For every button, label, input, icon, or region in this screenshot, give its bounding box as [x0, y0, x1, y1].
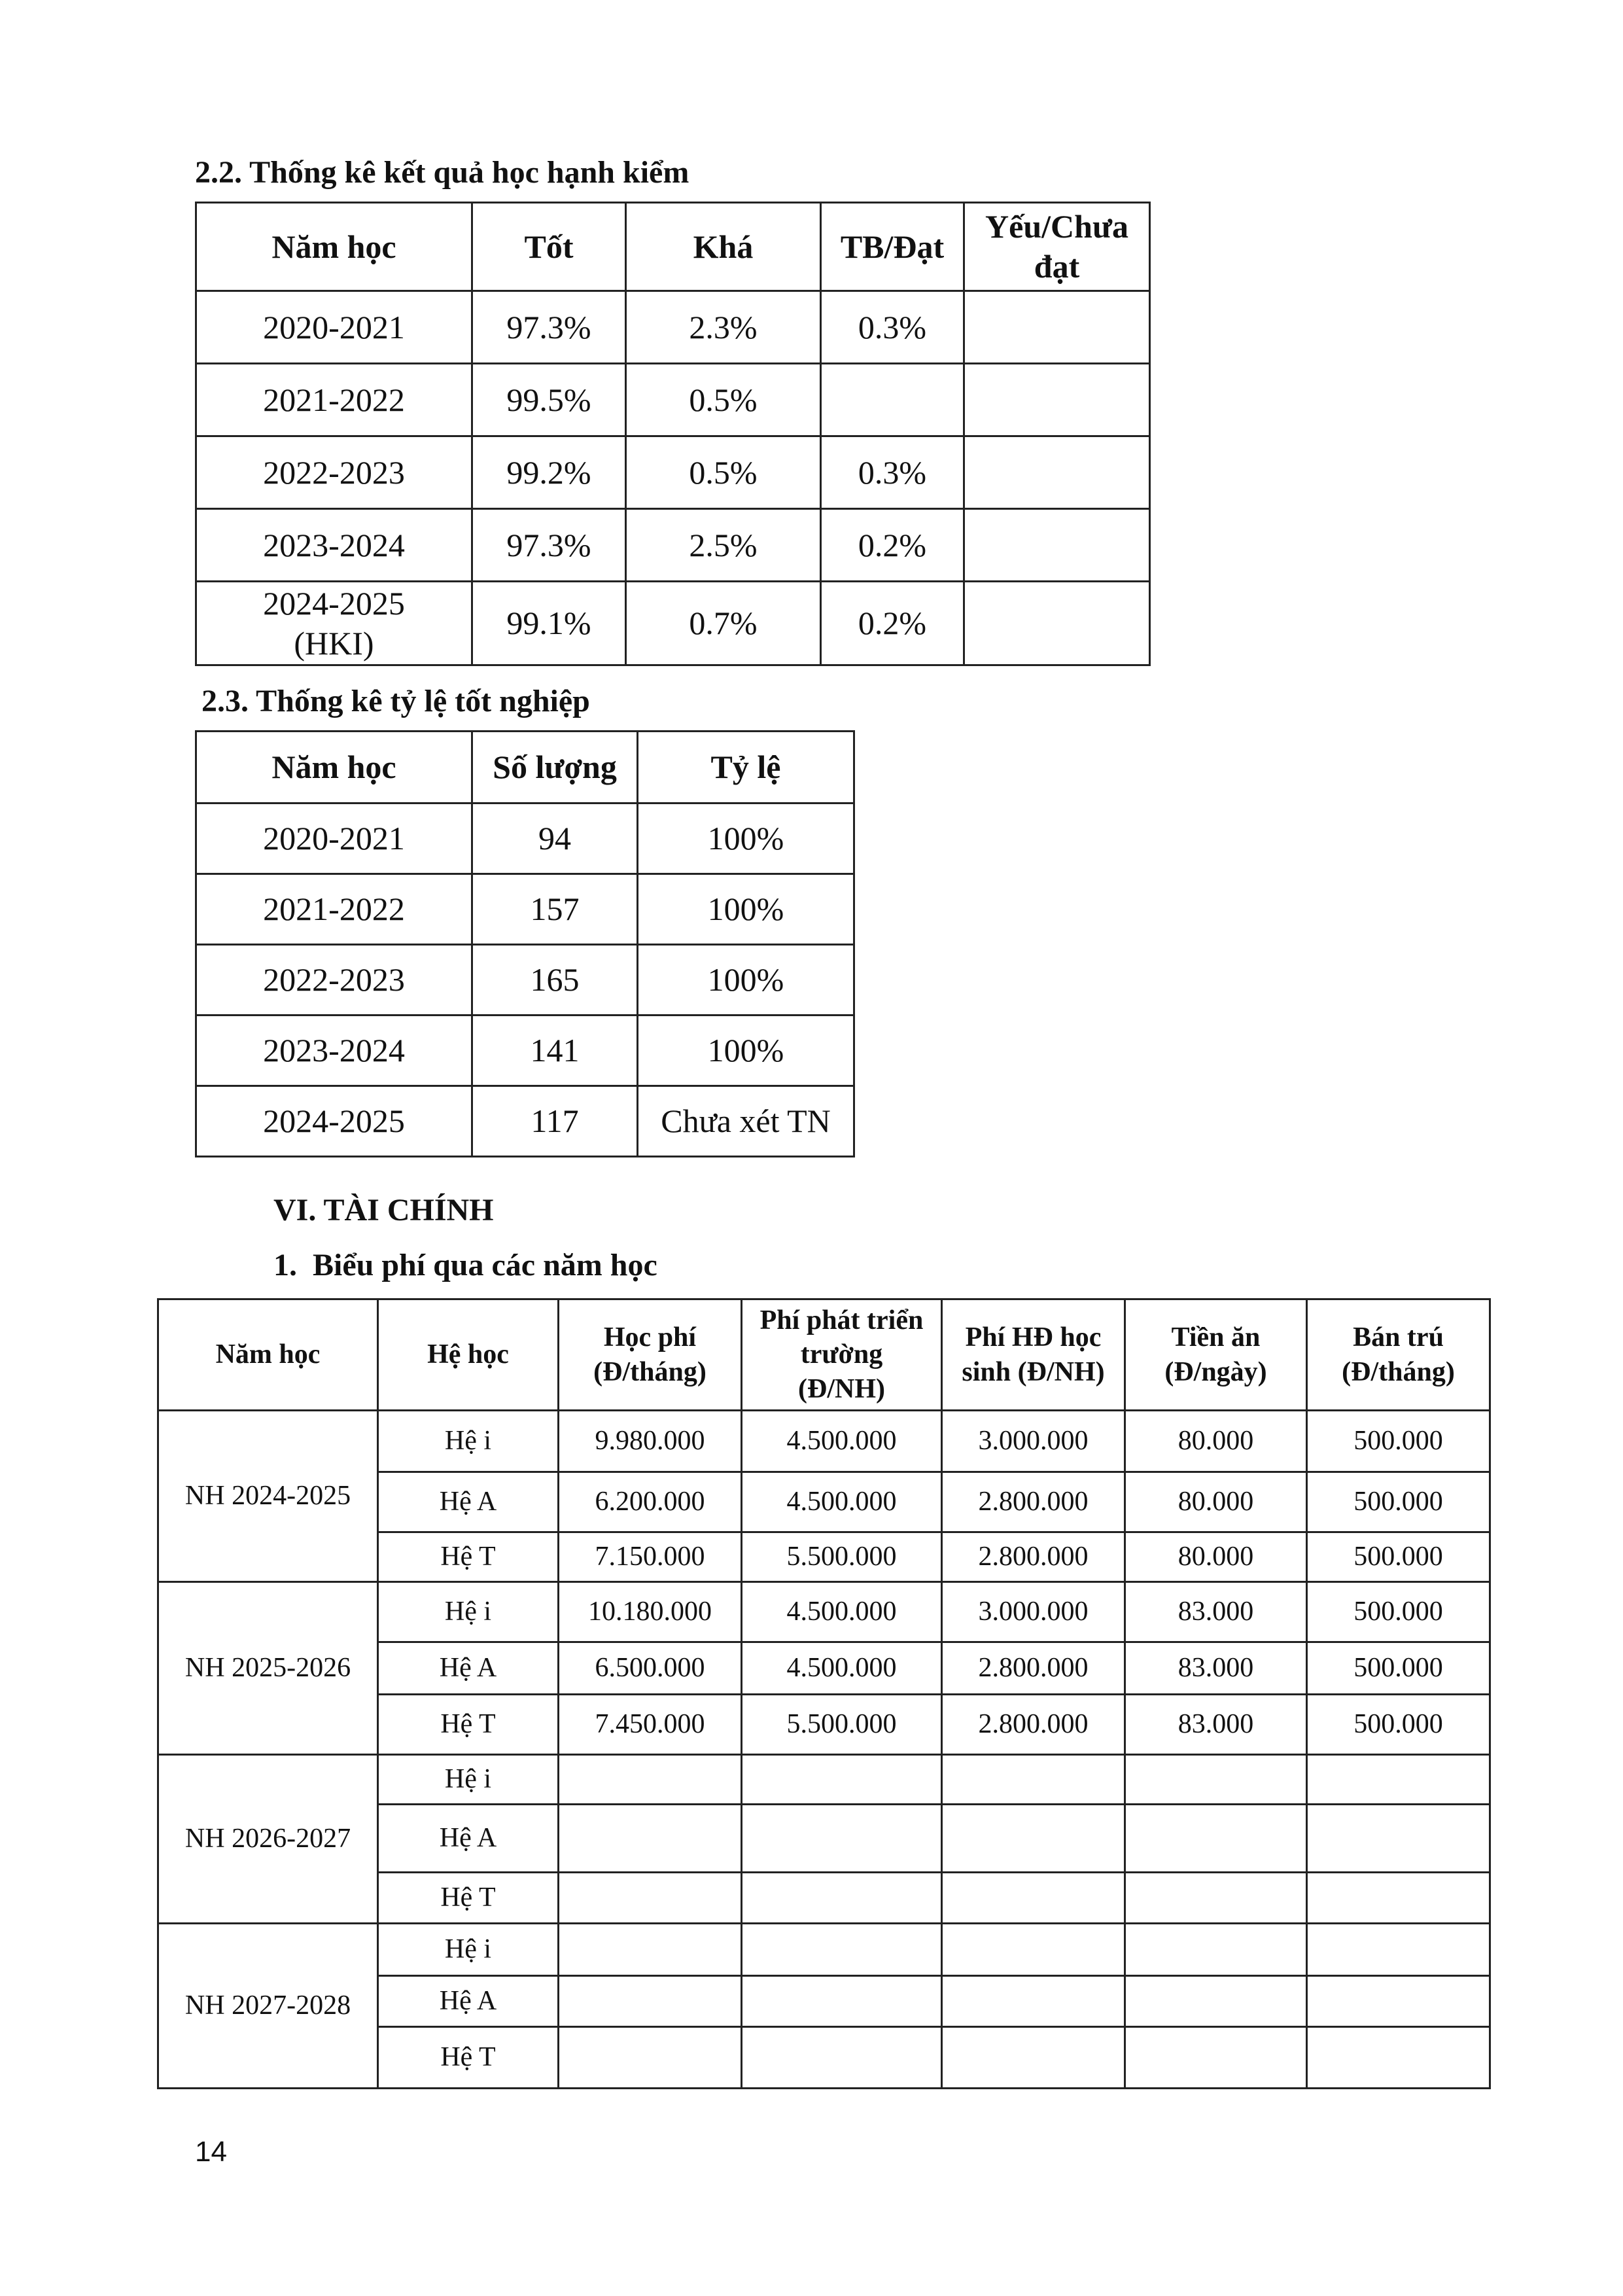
value-cell: 100%	[638, 1016, 854, 1086]
fee-cell	[559, 1873, 742, 1924]
conduct-header-average: TB/Đạt	[821, 203, 964, 291]
value-cell	[821, 364, 964, 436]
fee-cell	[742, 1924, 942, 1976]
fee-cell	[742, 1976, 942, 2027]
value-cell: 0.5%	[626, 364, 821, 436]
fee-cell	[742, 1805, 942, 1873]
fee-cell: 6.200.000	[559, 1472, 742, 1532]
year-cell: 2020-2021	[196, 804, 472, 874]
fee-cell: 2.800.000	[942, 1695, 1125, 1755]
fee-cell: 5.500.000	[742, 1695, 942, 1755]
school-year-cell: NH 2026-2027	[158, 1755, 378, 1924]
fee-header-program: Hệ học	[378, 1299, 559, 1411]
fee-cell	[942, 1924, 1125, 1976]
fee-cell	[1125, 1873, 1307, 1924]
fee-table	[157, 1298, 1491, 2089]
value-cell: 100%	[638, 804, 854, 874]
value-cell: 99.1%	[472, 582, 626, 665]
year-cell: 2022-2023	[196, 945, 472, 1016]
fee-cell: 9.980.000	[559, 1411, 742, 1472]
year-cell: 2024-2025	[196, 1086, 472, 1157]
fee-cell: 80.000	[1125, 1472, 1307, 1532]
conduct-table	[195, 202, 1151, 666]
fee-cell	[559, 1924, 742, 1976]
table-row	[158, 1755, 1490, 1805]
table-row	[196, 582, 1150, 665]
fee-cell: 500.000	[1307, 1642, 1490, 1695]
fee-cell	[1307, 1755, 1490, 1805]
school-year-cell: NH 2027-2028	[158, 1924, 378, 2089]
program-cell: Hệ T	[378, 1695, 559, 1755]
fee-cell	[559, 1976, 742, 2027]
school-year-cell: NH 2024-2025	[158, 1411, 378, 1582]
fee-cell: 4.500.000	[742, 1582, 942, 1642]
graduation-table	[195, 730, 855, 1157]
fee-cell: 10.180.000	[559, 1582, 742, 1642]
value-cell: 2.5%	[626, 509, 821, 582]
fee-header-tuition: Học phí (Đ/tháng)	[559, 1299, 742, 1411]
year-cell: 2023-2024	[196, 1016, 472, 1086]
value-cell: 0.2%	[821, 582, 964, 665]
value-cell: 157	[472, 874, 638, 945]
fee-cell	[1307, 1873, 1490, 1924]
year-cell: 2022-2023	[196, 436, 472, 509]
fee-cell: 5.500.000	[742, 1532, 942, 1582]
program-cell: Hệ A	[378, 1976, 559, 2027]
program-cell: Hệ A	[378, 1472, 559, 1532]
fee-cell	[1307, 1805, 1490, 1873]
value-cell: 0.5%	[626, 436, 821, 509]
finance-section-title: VI. TÀI CHÍNH	[273, 1193, 494, 1227]
conduct-header-year: Năm học	[196, 203, 472, 291]
fee-header-meal: Tiền ăn (Đ/ngày)	[1125, 1299, 1307, 1411]
fee-cell: 2.800.000	[942, 1642, 1125, 1695]
fee-cell: 83.000	[1125, 1642, 1307, 1695]
value-cell: 2.3%	[626, 291, 821, 364]
value-cell: 0.3%	[821, 436, 964, 509]
table-row	[196, 291, 1150, 364]
fee-cell: 80.000	[1125, 1532, 1307, 1582]
fee-cell	[1125, 1976, 1307, 2027]
fee-cell	[942, 1755, 1125, 1805]
table-row	[196, 436, 1150, 509]
page-number: 14	[195, 2136, 227, 2168]
program-cell: Hệ i	[378, 1411, 559, 1472]
fee-cell	[942, 1976, 1125, 2027]
fee-cell: 2.800.000	[942, 1532, 1125, 1582]
fee-cell: 2.800.000	[942, 1472, 1125, 1532]
fee-cell	[1125, 1805, 1307, 1873]
fee-cell: 4.500.000	[742, 1411, 942, 1472]
conduct-header-good: Tốt	[472, 203, 626, 291]
fee-header-year: Năm học	[158, 1299, 378, 1411]
graduation-header-year: Năm học	[196, 732, 472, 804]
year-cell: 2021-2022	[196, 874, 472, 945]
fee-cell: 500.000	[1307, 1472, 1490, 1532]
fee-cell	[742, 2027, 942, 2089]
value-cell: 99.2%	[472, 436, 626, 509]
graduation-header-rate: Tỷ lệ	[638, 732, 854, 804]
fee-cell: 83.000	[1125, 1582, 1307, 1642]
value-cell: 100%	[638, 874, 854, 945]
conduct-heading: 2.2. Thống kê kết quả học hạnh kiểm	[195, 155, 689, 190]
table-row	[196, 509, 1150, 582]
fee-cell	[942, 1805, 1125, 1873]
value-cell: 97.3%	[472, 291, 626, 364]
table-row	[196, 1016, 854, 1086]
value-cell	[964, 364, 1150, 436]
year-cell: 2021-2022	[196, 364, 472, 436]
fee-cell: 80.000	[1125, 1411, 1307, 1472]
value-cell: 100%	[638, 945, 854, 1016]
year-cell: 2020-2021	[196, 291, 472, 364]
fee-cell	[1125, 2027, 1307, 2089]
fee-header-boarding: Bán trú (Đ/tháng)	[1307, 1299, 1490, 1411]
value-cell	[964, 291, 1150, 364]
fee-cell: 4.500.000	[742, 1472, 942, 1532]
program-cell: Hệ T	[378, 1532, 559, 1582]
value-cell: 94	[472, 804, 638, 874]
fee-cell	[1307, 1924, 1490, 1976]
program-cell: Hệ A	[378, 1805, 559, 1873]
fee-cell: 500.000	[1307, 1411, 1490, 1472]
table-row	[196, 945, 854, 1016]
value-cell: 165	[472, 945, 638, 1016]
value-cell	[964, 436, 1150, 509]
conduct-header-weak: Yếu/Chưa đạt	[964, 203, 1150, 291]
fee-cell: 3.000.000	[942, 1582, 1125, 1642]
conduct-header-fair: Khá	[626, 203, 821, 291]
value-cell	[964, 509, 1150, 582]
fee-cell	[742, 1873, 942, 1924]
fee-cell	[942, 2027, 1125, 2089]
fee-cell: 500.000	[1307, 1582, 1490, 1642]
program-cell: Hệ T	[378, 1873, 559, 1924]
year-cell: 2023-2024	[196, 509, 472, 582]
fee-cell: 4.500.000	[742, 1642, 942, 1695]
fee-cell: 7.150.000	[559, 1532, 742, 1582]
graduation-header-row	[196, 732, 854, 804]
value-cell: Chưa xét TN	[638, 1086, 854, 1157]
table-row	[158, 1582, 1490, 1642]
fee-cell	[1125, 1755, 1307, 1805]
fee-header-activity-fee: Phí HĐ học sinh (Đ/NH)	[942, 1299, 1125, 1411]
fee-cell: 500.000	[1307, 1695, 1490, 1755]
value-cell: 97.3%	[472, 509, 626, 582]
value-cell: 117	[472, 1086, 638, 1157]
program-cell: Hệ A	[378, 1642, 559, 1695]
fee-header-development-fee: Phí phát triển trường (Đ/NH)	[742, 1299, 942, 1411]
fee-cell	[942, 1873, 1125, 1924]
fee-cell: 6.500.000	[559, 1642, 742, 1695]
fee-header-row	[158, 1299, 1490, 1411]
value-cell: 0.7%	[626, 582, 821, 665]
program-cell: Hệ i	[378, 1924, 559, 1976]
year-cell: 2024-2025 (HKI)	[196, 582, 472, 665]
program-cell: Hệ i	[378, 1582, 559, 1642]
value-cell: 0.2%	[821, 509, 964, 582]
conduct-header-row	[196, 203, 1150, 291]
fee-cell	[1307, 1976, 1490, 2027]
fee-cell	[1125, 1924, 1307, 1976]
value-cell: 99.5%	[472, 364, 626, 436]
table-row	[196, 1086, 854, 1157]
fee-cell	[1307, 2027, 1490, 2089]
fee-cell: 83.000	[1125, 1695, 1307, 1755]
school-year-cell: NH 2025-2026	[158, 1582, 378, 1755]
table-row	[196, 804, 854, 874]
program-cell: Hệ T	[378, 2027, 559, 2089]
fee-cell: 500.000	[1307, 1532, 1490, 1582]
fee-cell: 3.000.000	[942, 1411, 1125, 1472]
table-row	[196, 874, 854, 945]
graduation-heading: 2.3. Thống kê tỷ lệ tốt nghiệp	[201, 684, 590, 718]
fee-cell: 7.450.000	[559, 1695, 742, 1755]
value-cell: 0.3%	[821, 291, 964, 364]
value-cell: 141	[472, 1016, 638, 1086]
program-cell: Hệ i	[378, 1755, 559, 1805]
table-row	[158, 1924, 1490, 1976]
fee-schedule-subtitle: 1. Biểu phí qua các năm học	[273, 1248, 657, 1282]
fee-cell	[559, 1805, 742, 1873]
fee-cell	[559, 1755, 742, 1805]
fee-cell	[742, 1755, 942, 1805]
value-cell	[964, 582, 1150, 665]
graduation-header-count: Số lượng	[472, 732, 638, 804]
fee-cell	[559, 2027, 742, 2089]
table-row	[196, 364, 1150, 436]
table-row	[158, 1411, 1490, 1472]
